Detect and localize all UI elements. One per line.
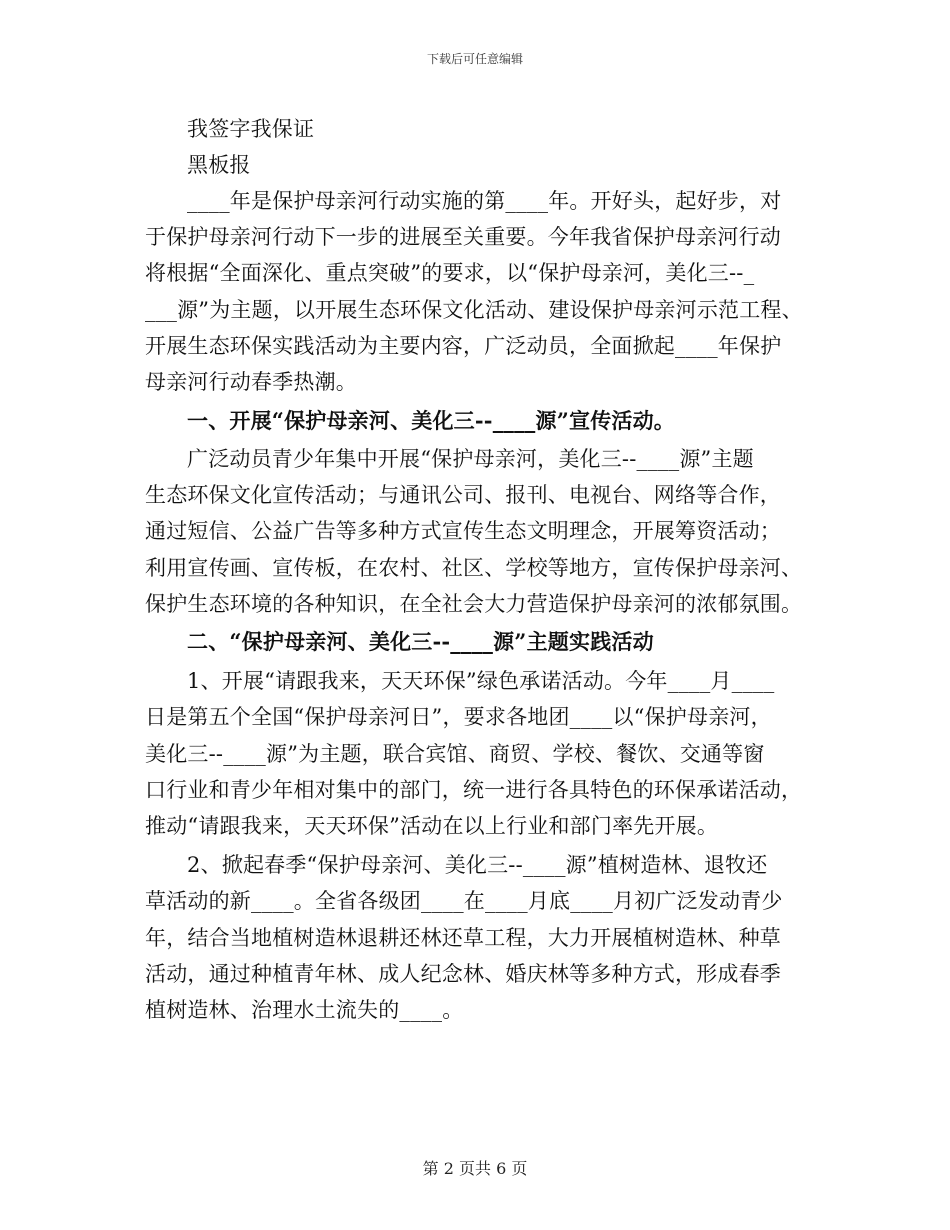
paragraph-line: 年，结合当地植树造林退耕还林还草工程，大力开展植树造林、种草 — [145, 926, 781, 950]
paragraph-line: 将根据“全面深化、重点突破”的要求，以“保护母亲河，美化三--_ — [145, 261, 755, 285]
paragraph-line: 推动“请跟我来，天天环保”活动在以上行业和部门率先开展。 — [145, 814, 719, 838]
paragraph-line: 母亲河行动春季热潮。 — [145, 370, 357, 394]
paragraph-line: 广泛动员青少年集中开展“保护母亲河，美化三--____源”主题 — [187, 447, 754, 471]
paragraph-line: ____年是保护母亲河行动实施的第____年。开好头，起好步，对 — [187, 189, 782, 213]
paragraph-line: 利用宣传画、宣传板，在农村、社区、学校等地方，宣传保护母亲河、 — [145, 556, 803, 580]
paragraph-line: 保护生态环境的各种知识，在全社会大力营造保护母亲河的浓郁氛围。 — [145, 592, 803, 616]
text-line-blackboard: 黑板报 — [187, 153, 251, 177]
page-footer: 第 2 页共 6 页 — [422, 1159, 528, 1178]
paragraph-line: 通过短信、公益广告等多种方式宣传生态文明理念，开展筹资活动； — [145, 519, 781, 543]
paragraph-line: 美化三--____源”为主题，联合宾馆、商贸、学校、餐饮、交通等窗 — [145, 742, 765, 766]
section-heading-1: 一、开展“保护母亲河、美化三--____源”宣传活动。 — [187, 408, 675, 433]
paragraph-line: 生态环保文化宣传活动；与通讯公司、报刊、电视台、网络等合作， — [145, 483, 781, 507]
paragraph-line: 日是第五个全国“保护母亲河日”，要求各地团____以“保护母亲河， — [145, 705, 772, 729]
paragraph-line: 1、开展“请跟我来，天天环保”绿色承诺活动。今年____月____ — [187, 669, 775, 693]
paragraph-line: 植树造林、治理水土流失的____。 — [145, 998, 464, 1022]
paragraph-line: 口行业和青少年相对集中的部门，统一进行各具特色的环保承诺活动， — [145, 778, 803, 802]
section-heading-2: 二、“保护母亲河、美化三--____源”主题实践活动 — [187, 629, 654, 654]
paragraph-line: 开展生态环保实践活动为主要内容，广泛动员，全面掀起____年保护 — [145, 334, 782, 358]
text-line-signature: 我签字我保证 — [187, 117, 315, 141]
paragraph-line: 2、掀起春季“保护母亲河、美化三--____源”植树造林、退牧还 — [187, 853, 768, 877]
paragraph-line: 草活动的新____。全省各级团____在____月底____月初广泛发动青少 — [145, 889, 783, 913]
paragraph-line: 活动，通过种植青年林、成人纪念林、婚庆林等多种方式，形成春季 — [145, 962, 781, 986]
paragraph-line: ___源”为主题，以开展生态环保文化活动、建设保护母亲河示范工程、 — [145, 298, 803, 322]
paragraph-line: 于保护母亲河行动下一步的进展至关重要。今年我省保护母亲河行动 — [145, 225, 781, 249]
page-header: 下载后可任意编辑 — [426, 52, 523, 66]
